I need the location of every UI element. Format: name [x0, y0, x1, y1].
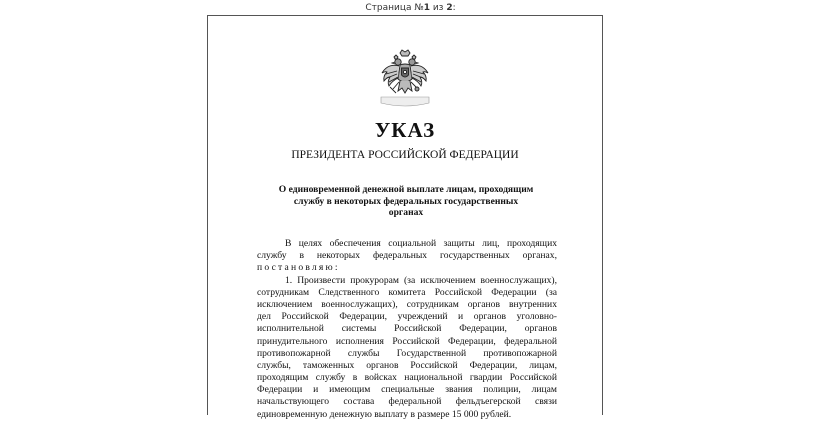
decree-body [257, 238, 557, 421]
heading-line: О единовременной денежной выплате лицам, проходящим [278, 184, 534, 195]
body-line: 1. Произвести прокурорам (за исключением военнослужащих), [285, 274, 557, 286]
body-line: исполнительной системы Российской Федерации, органов [257, 323, 557, 335]
body-line: сотрудникам Следственного комитета Российской Федерации (за [257, 286, 557, 298]
heading-line: службу в некоторых федеральных государственных [293, 195, 519, 207]
body-line: службы, таможенных органов Российской Федерации, лицам, [257, 359, 557, 371]
body-line: дел Российской Федерации, учреждений и органов уголовно- [257, 311, 557, 323]
body-line-postanovlyayu: постановляю: [257, 262, 340, 274]
page-current-number: 1 [423, 3, 430, 13]
heading-line: органах [388, 207, 424, 218]
body-line: исключением военнослужащих), сотрудникам органов внутренних [257, 298, 557, 310]
page-total-number: 2 [446, 3, 453, 13]
page-indicator [0, 3, 821, 14]
page-indicator-label: Страница № [365, 3, 424, 13]
page-indicator-suffix: : [452, 3, 456, 13]
body-line: единовременную денежную выплату в размере 15 000 рублей. [257, 408, 512, 420]
body-line: В целях обеспечения социальной защиты лиц, проходящих [285, 238, 557, 249]
document-page[interactable] [207, 15, 603, 420]
body-line: службу в некоторых федеральных государственных органах, [257, 250, 557, 262]
body-line: противопожарной службы Государственной противопожарной [257, 347, 557, 359]
russian-coat-of-arms-icon [376, 47, 434, 109]
body-line: принудительного исполнения Российской Федерации, федеральной [257, 335, 557, 347]
body-line: начальствующего состава федеральной фельдъегерской связи [257, 396, 557, 408]
page-indicator-of: из [429, 3, 447, 13]
document-title: УКАЗ [374, 118, 436, 142]
decree-heading [266, 184, 546, 219]
body-line: Федерации и имеющим специальные звания полиции, лицам [257, 384, 557, 396]
body-line: проходящим службу в войсках национальной гвардии Российской [257, 372, 557, 384]
document-subtitle: ПРЕЗИДЕНТА РОССИЙСКОЙ ФЕДЕРАЦИИ [291, 149, 519, 161]
